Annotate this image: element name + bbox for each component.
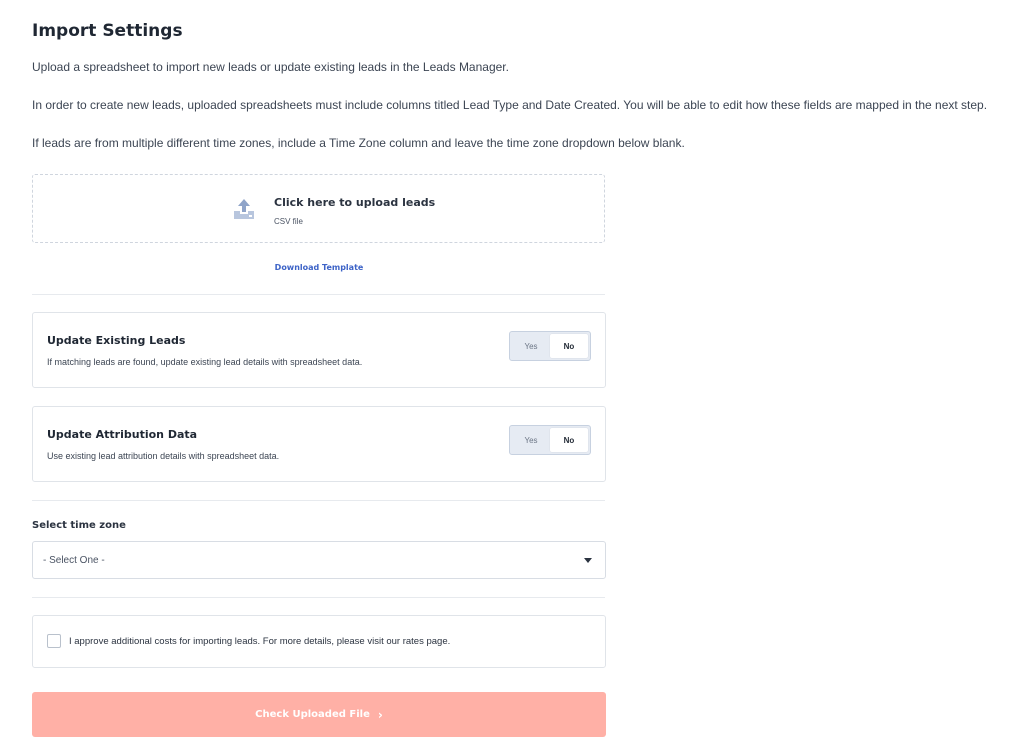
update-attribution-yes-option[interactable]: Yes (524, 435, 538, 445)
download-template-link[interactable]: Download Template (274, 263, 364, 272)
chevron-right-icon: › (377, 707, 383, 722)
update-attribution-title: Update Attribution Data (47, 428, 198, 441)
update-existing-no-option[interactable]: No (550, 334, 588, 358)
update-attribution-card (32, 406, 606, 482)
intro-paragraph: Upload a spreadsheet to import new leads or update existing leads in the Leads Manager. (32, 60, 509, 74)
approve-costs-label: I approve additional costs for importing leads. For more details, please visit our rates page. (69, 636, 451, 647)
divider (32, 500, 605, 501)
timezone-select-value: - Select One - (43, 555, 105, 566)
upload-file-type: CSV file (274, 217, 303, 226)
page-title: Import Settings (32, 21, 183, 41)
approve-costs-checkbox[interactable] (47, 634, 61, 648)
update-attribution-description: Use existing lead attribution details with spreadsheet data. (47, 451, 280, 461)
divider (32, 294, 605, 295)
update-existing-toggle (509, 331, 591, 361)
update-existing-leads-card (32, 312, 606, 388)
upload-title: Click here to upload leads (274, 196, 436, 209)
divider (32, 597, 605, 598)
update-existing-description: If matching leads are found, update existing lead details with spreadsheet data. (47, 357, 363, 367)
check-uploaded-file-label: Check Uploaded File (255, 709, 370, 720)
upload-icon (233, 197, 255, 221)
update-existing-title: Update Existing Leads (47, 334, 186, 347)
check-uploaded-file-button[interactable] (32, 692, 606, 737)
timezone-paragraph: If leads are from multiple different time zones, include a Time Zone column and leave the time zone dropdown below blank. (32, 136, 685, 150)
timezone-select[interactable] (32, 541, 606, 579)
update-attribution-toggle (509, 425, 591, 455)
timezone-label: Select time zone (32, 520, 126, 531)
approve-costs-card (32, 615, 606, 668)
upload-dropzone[interactable] (32, 174, 605, 243)
update-attribution-no-option[interactable]: No (550, 428, 588, 452)
caret-down-icon (584, 558, 592, 563)
requirements-paragraph: In order to create new leads, uploaded spreadsheets must include columns titled Lead Type and Date Created. You will be able to edit how these fields are mapped in the next step. (32, 98, 988, 112)
update-existing-yes-option[interactable]: Yes (524, 341, 538, 351)
